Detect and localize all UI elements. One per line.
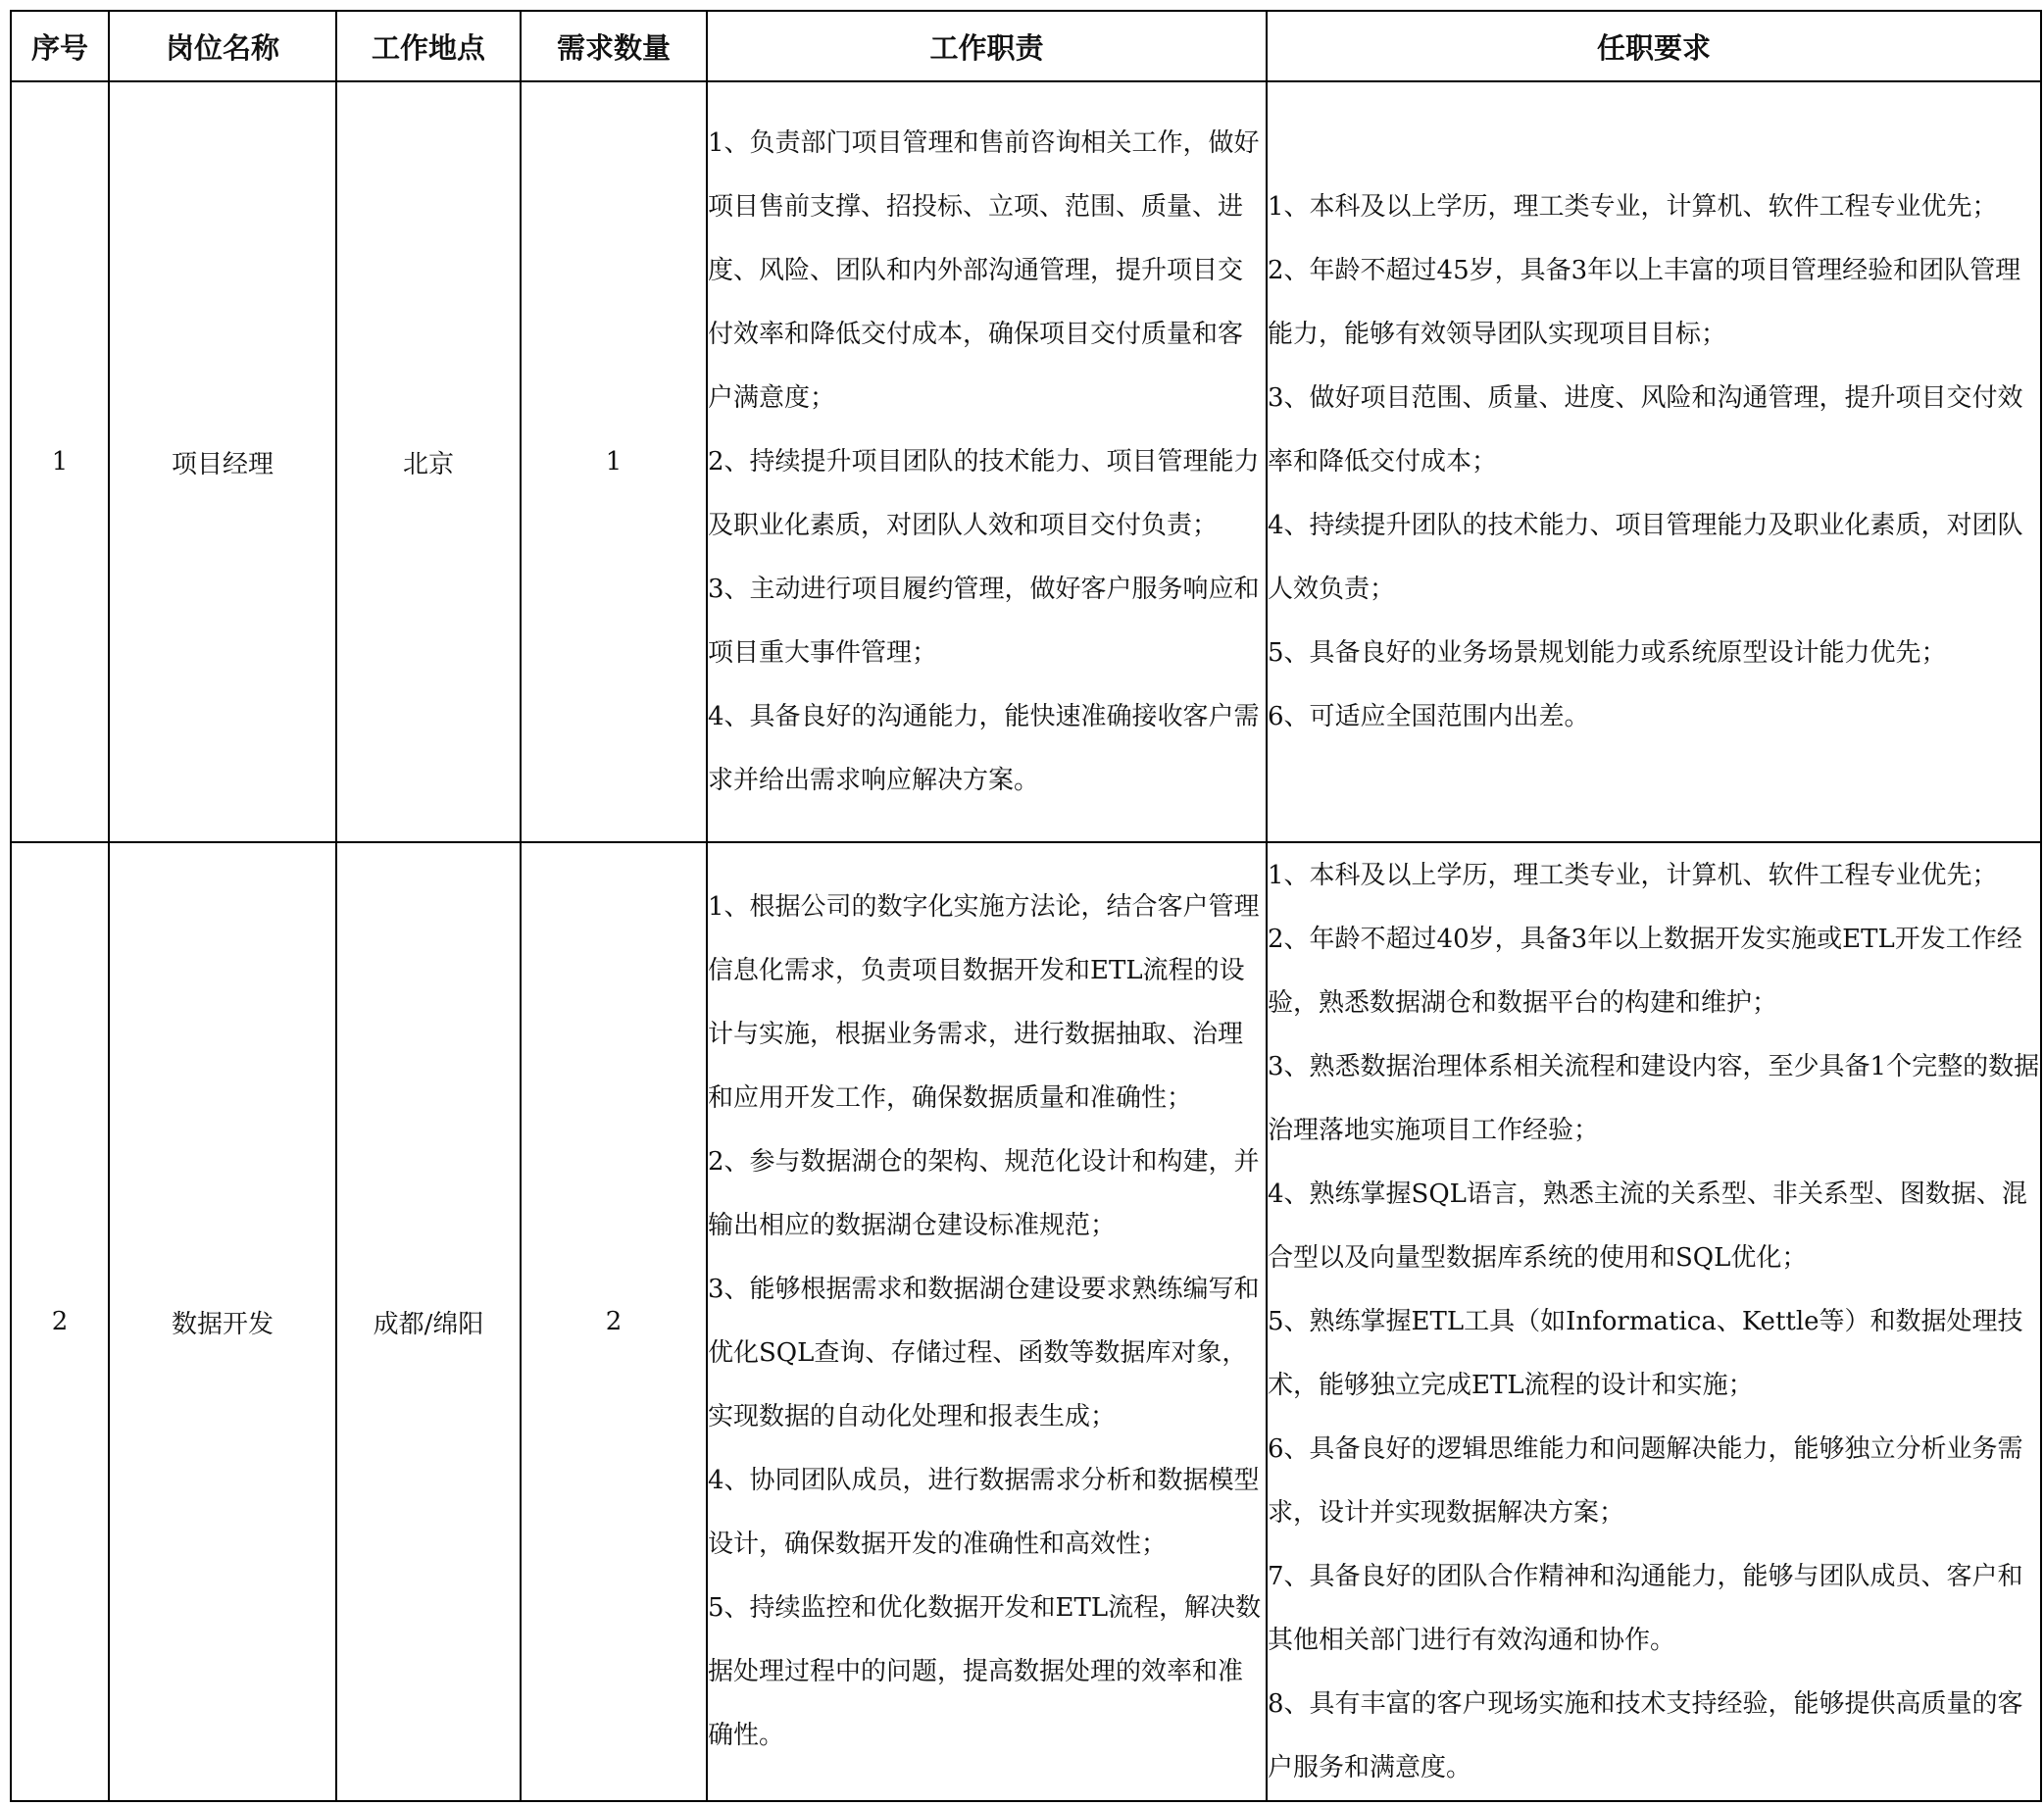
requirement-item: 1、本科及以上学历，理工类专业，计算机、软件工程专业优先；: [1268, 191, 1998, 222]
cell-index: 1: [11, 81, 109, 842]
header-position: 岗位名称: [109, 11, 336, 81]
requirement-item: 1、本科及以上学历，理工类专业，计算机、软件工程专业优先；: [1268, 860, 1998, 890]
duty-item: 4、具备良好的沟通能力，能快速准确接收客户需求并给出需求响应解决方案。: [708, 701, 1260, 795]
duty-item: 4、协同团队成员，进行数据需求分析和数据模型设计，确保数据开发的准确性和高效性；: [708, 1466, 1260, 1559]
requirement-item: 2、年龄不超过40岁，具备3年以上数据开发实施或ETL开发工作经验，熟悉数据湖仓和数据平台的构建和维护；: [1268, 924, 2022, 1018]
requirement-item: 6、具备良好的逻辑思维能力和问题解决能力，能够独立分析业务需求，设计并实现数据解决方案；: [1268, 1433, 2023, 1528]
cell-count: 1: [521, 81, 707, 842]
cell-position: 数据开发: [109, 842, 336, 1801]
cell-requirements: [1267, 842, 2041, 1801]
duty-item: 3、能够根据需求和数据湖仓建设要求熟练编写和优化SQL查询、存储过程、函数等数据库对象，实现数据的自动化处理和报表生成；: [708, 1275, 1260, 1431]
header-count: 需求数量: [521, 11, 707, 81]
header-location: 工作地点: [336, 11, 521, 81]
cell-position: 项目经理: [109, 81, 336, 842]
requirement-item: 4、持续提升团队的技术能力、项目管理能力及职业化素质，对团队人效负责；: [1268, 510, 2023, 604]
duty-item: 2、持续提升项目团队的技术能力、项目管理能力及职业化素质，对团队人效和项目交付负责；: [708, 446, 1260, 540]
cell-duties: [707, 842, 1267, 1801]
table-header-row: [11, 11, 2041, 81]
recruitment-table: [10, 10, 2042, 1802]
requirement-item: 6、可适应全国范围内出差。: [1268, 701, 1590, 731]
duty-item: 5、持续监控和优化数据开发和ETL流程，解决数据处理过程中的问题，提高数据处理的效率和准确性。: [708, 1593, 1262, 1750]
requirement-item: 8、具有丰富的客户现场实施和技术支持经验，能够提供高质量的客户服务和满意度。: [1268, 1688, 2023, 1782]
requirement-item: 3、熟悉数据治理体系相关流程和建设内容，至少具备1个完整的数据治理落地实施项目工作经验；: [1268, 1051, 2040, 1145]
requirement-item: 5、具备良好的业务场景规划能力或系统原型设计能力优先；: [1268, 637, 1947, 668]
requirement-item: 5、熟练掌握ETL工具（如Informatica、Kettle等）和数据处理技术，能够独立完成ETL流程的设计和实施；: [1268, 1306, 2023, 1400]
cell-requirements: [1267, 81, 2041, 842]
table-row: [11, 842, 2041, 1801]
duty-item: 2、参与数据湖仓的架构、规范化设计和构建，并输出相应的数据湖仓建设标准规范；: [708, 1147, 1260, 1240]
duty-item: 1、负责部门项目管理和售前咨询相关工作，做好项目售前支撑、招投标、立项、范围、质量、进度、风险、团队和内外部沟通管理，提升项目交付效率和降低交付成本，确保项目交付质量和客户满意度；: [708, 127, 1260, 413]
duty-item: 3、主动进行项目履约管理，做好客户服务响应和项目重大事件管理；: [708, 574, 1260, 668]
cell-location: 成都/绵阳: [336, 842, 521, 1801]
requirement-item: 2、年龄不超过45岁，具备3年以上丰富的项目管理经验和团队管理能力，能够有效领导团队实现项目目标；: [1268, 255, 2021, 349]
header-duties: 工作职责: [707, 11, 1267, 81]
cell-count: 2: [521, 842, 707, 1801]
requirement-item: 3、做好项目范围、质量、进度、风险和沟通管理，提升项目交付效率和降低交付成本；: [1268, 382, 2023, 477]
duty-item: 1、根据公司的数字化实施方法论，结合客户管理信息化需求，负责项目数据开发和ETL流程的设计与实施，根据业务需求，进行数据抽取、治理和应用开发工作，确保数据质量和准确性；: [708, 892, 1260, 1113]
cell-location: 北京: [336, 81, 521, 842]
header-index: 序号: [11, 11, 109, 81]
requirement-item: 4、熟练掌握SQL语言，熟悉主流的关系型、非关系型、图数据、混合型以及向量型数据库系统的使用和SQL优化；: [1268, 1179, 2027, 1273]
cell-index: 2: [11, 842, 109, 1801]
header-requirements: 任职要求: [1267, 11, 2041, 81]
cell-duties: [707, 81, 1267, 842]
requirement-item: 7、具备良好的团队合作精神和沟通能力，能够与团队成员、客户和其他相关部门进行有效沟通和协作。: [1268, 1561, 2023, 1655]
table-row: [11, 81, 2041, 842]
